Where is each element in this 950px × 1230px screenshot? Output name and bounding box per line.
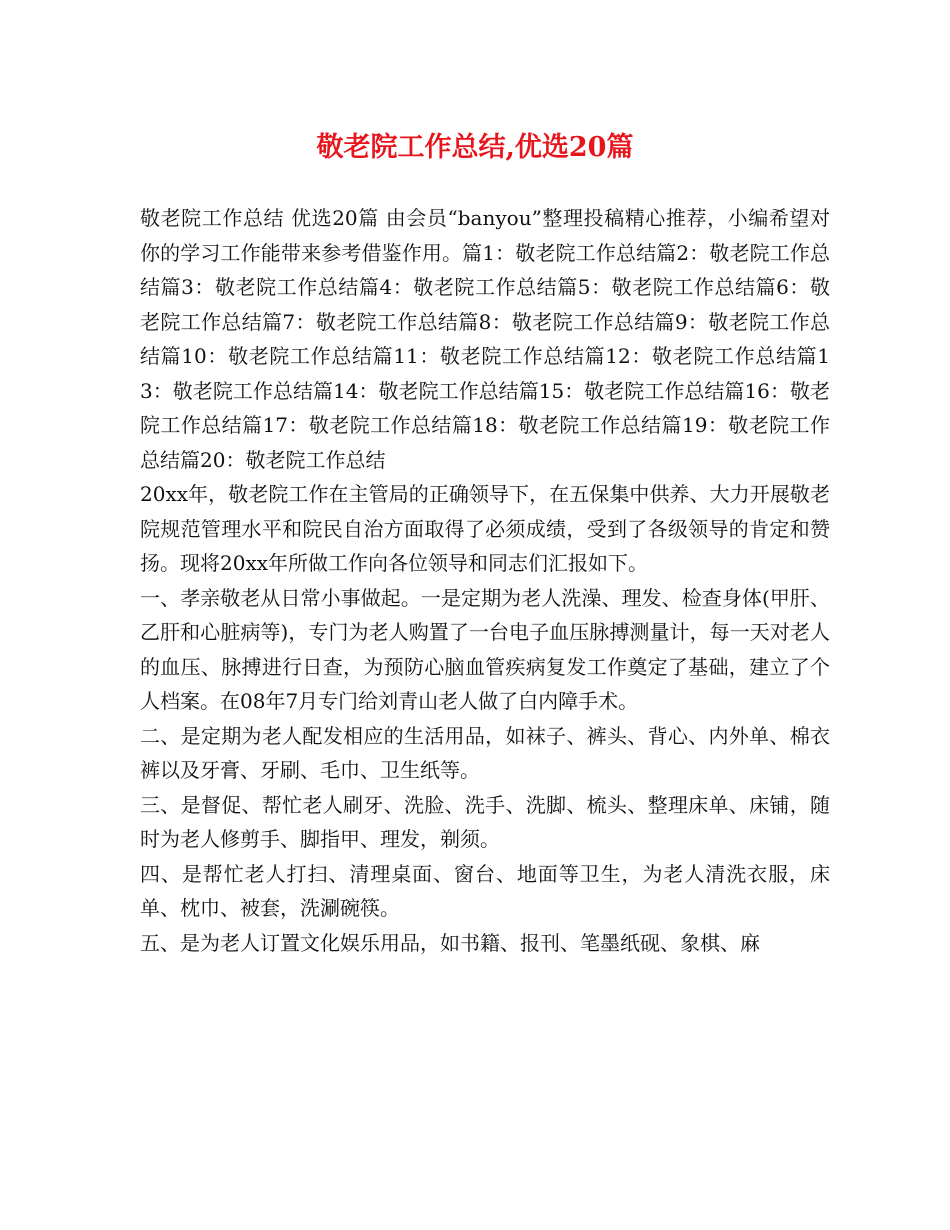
paragraph-item-5: 五、是为老人订置文化娱乐用品，如书籍、报刊、笔墨纸砚、象棋、麻 [140,930,760,955]
paragraph-item-4: 四、是帮忙老人打扫、清理桌面、窗台、地面等卫生，为老人清洗衣服，床单、枕巾、被套，洗涮碗筷。 [140,861,830,920]
document-title: 敬老院工作总结,优选20篇 [316,132,634,163]
paragraph-item-1: 一、孝亲敬老从日常小事做起。一是定期为老人洗澡、理发、检查身体(甲肝、乙肝和心脏病等)，专门为老人购置了一台电子血压脉搏测量计，每一天对老人的血压、脉搏进行日查，为预防心脑血管疾病复发工作奠定了基础，建立了个人档案。在08年7月专门给刘青山老人做了白内障手术。 [140,585,830,713]
paragraph-item-2: 二、是定期为老人配发相应的生活用品，如袜子、裤头、背心、内外单、棉衣裤以及牙膏、牙刷、毛巾、卫生纸等。 [140,723,830,782]
paragraph-intro: 敬老院工作总结 优选20篇 由会员“banyou”整理投稿精心推荐，小编希望对你的学习工作能带来参考借鉴作用。篇1：敬老院工作总结篇2：敬老院工作总结篇3：敬老院工作总结篇4：敬老院工作总结篇5：敬老院工作总结篇6：敬老院工作总结篇7：敬老院工作总结篇8：敬老院工作总结篇9：敬老院工作总结篇10：敬老院工作总结篇11：敬老院工作总结篇12：敬老院工作总结篇13：敬老院工作总结篇14：敬老院工作总结篇15：敬老院工作总结篇16：敬老院工作总结篇17：敬老院工作总结篇18：敬老院工作总结篇19：敬老院工作总结篇20：敬老院工作总结 [140,206,830,472]
paragraph-item-3: 三、是督促、帮忙老人刷牙、洗脸、洗手、洗脚、梳头、整理床单、床铺，随时为老人修剪手、脚指甲、理发，剃须。 [140,792,830,851]
document-body [140,201,830,960]
paragraph-summary: 20xx年，敬老院工作在主管局的正确领导下，在五保集中供养、大力开展敬老院规范管理水平和院民自治方面取得了必须成绩，受到了各级领导的肯定和赞扬。现将20xx年所做工作向各位领导和同志们汇报如下。 [140,482,830,575]
